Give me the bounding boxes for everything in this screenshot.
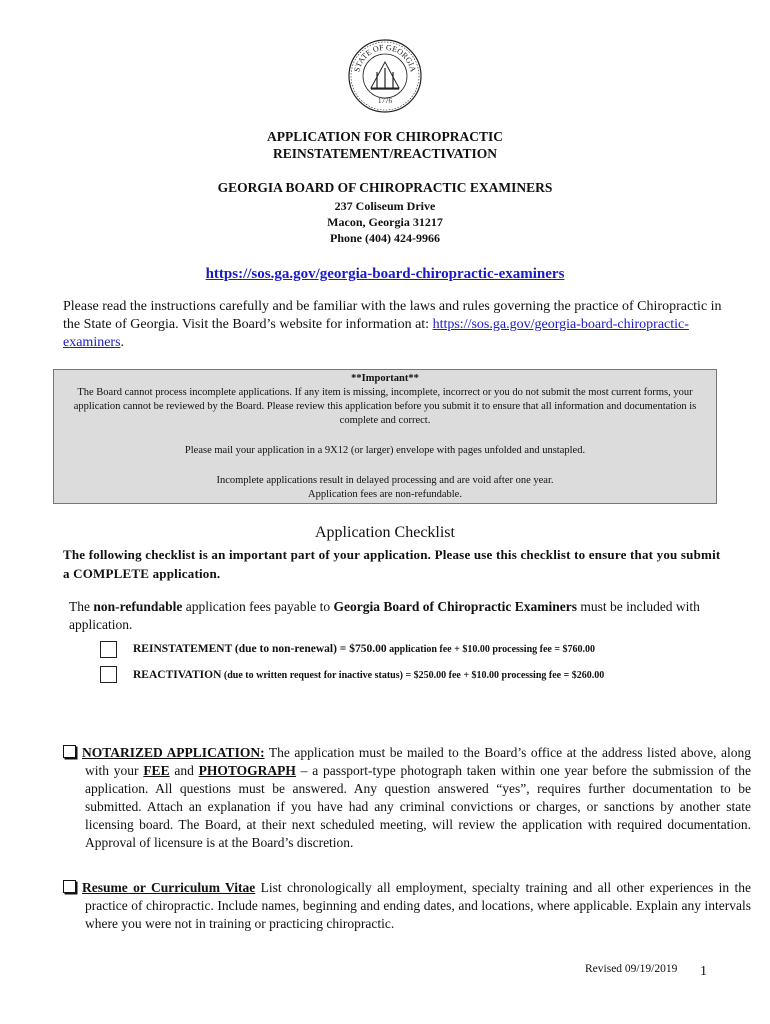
important-p1: The Board cannot process incomplete applications. If any item is missing, incomplete, incorrect or you do not submit the most current forms, your application cannot be reviewed by the Board. Please review this application before you submit it to ensure that all information and documentation is complete and correct. [73, 387, 697, 426]
fees-pre: The [69, 599, 94, 614]
important-p3b: Application fees are non-refundable. [308, 489, 462, 500]
resume-text: List chronologically all employment, specialty training and all other experiences in the practice of chiropractic. Include names, beginning and ending dates, and locations, where applicable. Explain any intervals where you were not in training or practicing chiropractic. [85, 880, 752, 931]
notarized-text-2: and [169, 763, 199, 778]
notarized-photo: PHOTOGRAPH [198, 763, 296, 778]
checklist-item-notarized [63, 744, 751, 852]
reinstatement-checkbox[interactable] [100, 641, 117, 658]
reinstatement-detail: application fee + $10.00 processing fee = $760.00 [386, 644, 596, 655]
checkbox-square-icon[interactable] [63, 880, 76, 893]
reactivation-label: REACTIVATION [133, 669, 222, 681]
reinstatement-option [133, 643, 595, 655]
notarized-heading: NOTARIZED APPLICATION: [82, 745, 265, 760]
intro-website-link[interactable]: https://sos.ga.gov/georgia-board-chiropractic-examiners [63, 317, 689, 350]
important-p3a: Incomplete applications result in delayed processing and are void after one year. [216, 475, 554, 486]
seal-text: STATE OF GEORGIA [352, 42, 418, 73]
important-notice-box [53, 369, 717, 504]
resume-heading: Resume or Curriculum Vitae [82, 880, 256, 895]
checklist-subtitle: The following checklist is an important part of your application. Please use this checklist to ensure that you submit a COMPLETE application. [63, 547, 721, 581]
important-p2: Please mail your application in a 9X12 (or larger) envelope with pages unfolded and unstapled. [184, 445, 586, 456]
reactivation-detail: (due to written request for inactive status) = $250.00 fee + $10.00 processing fee = $260.00 [221, 670, 605, 681]
fees-post: must be included with application. [69, 599, 700, 632]
notarized-fee: FEE [143, 763, 170, 778]
notarized-text-3: – a passport-type photograph taken within one year before the submission of the application. All questions must be answered. Any question answered “yes”, requires further documentation to be submitted. Attach an explanation if you have had any criminal convictions or charges, or sanctions by another state licensing board. The Board, at their next scheduled meeting, will review the application with required documentation. Approval of licensure is at the Board’s discretion. [85, 763, 751, 850]
address-phone: Phone (404) 424-9966 [330, 231, 440, 245]
address-city: Macon, Georgia 31217 [327, 215, 443, 229]
address-street: 237 Coliseum Drive [334, 199, 436, 213]
fees-mid: application fees payable to [182, 599, 334, 614]
fees-bold-nonrefundable: non-refundable [93, 599, 183, 614]
notarized-text-1: The application must be mailed to the Board’s office at the address listed above, along with your [85, 745, 752, 778]
important-heading: **Important** [351, 373, 419, 384]
title-line-1: APPLICATION FOR CHIROPRACTIC [266, 129, 503, 144]
intro-paragraph [63, 298, 723, 352]
page-title [0, 128, 770, 162]
reinstatement-label: REINSTATEMENT (due to non-renewal) = $750.00 [133, 643, 387, 655]
checklist-item-resume [63, 879, 751, 933]
state-seal-icon [347, 38, 423, 114]
seal-year: 1776 [378, 97, 392, 105]
revised-date: Revised 09/19/2019 [585, 963, 678, 975]
intro-text: Please read the instructions carefully and be familiar with the laws and rules governing the practice of Chiropractic in the State of Georgia. Visit the Board’s website for information at: [63, 299, 722, 332]
reactivation-checkbox[interactable] [100, 666, 117, 683]
fees-paragraph [69, 598, 719, 634]
board-name: GEORGIA BOARD OF CHIROPRACTIC EXAMINERS [217, 180, 553, 195]
fees-bold-board: Georgia Board of Chiropractic Examiners [333, 599, 577, 614]
checkbox-square-icon[interactable] [63, 745, 76, 758]
website-link[interactable]: https://sos.ga.gov/georgia-board-chiropractic-examiners [205, 266, 565, 282]
checklist-title: Application Checklist [315, 524, 455, 541]
title-line-2: REINSTATEMENT/REACTIVATION [272, 146, 498, 161]
board-address [0, 198, 770, 246]
reactivation-option [133, 669, 604, 681]
page-number: 1 [700, 964, 707, 979]
intro-trail: . [120, 335, 125, 350]
